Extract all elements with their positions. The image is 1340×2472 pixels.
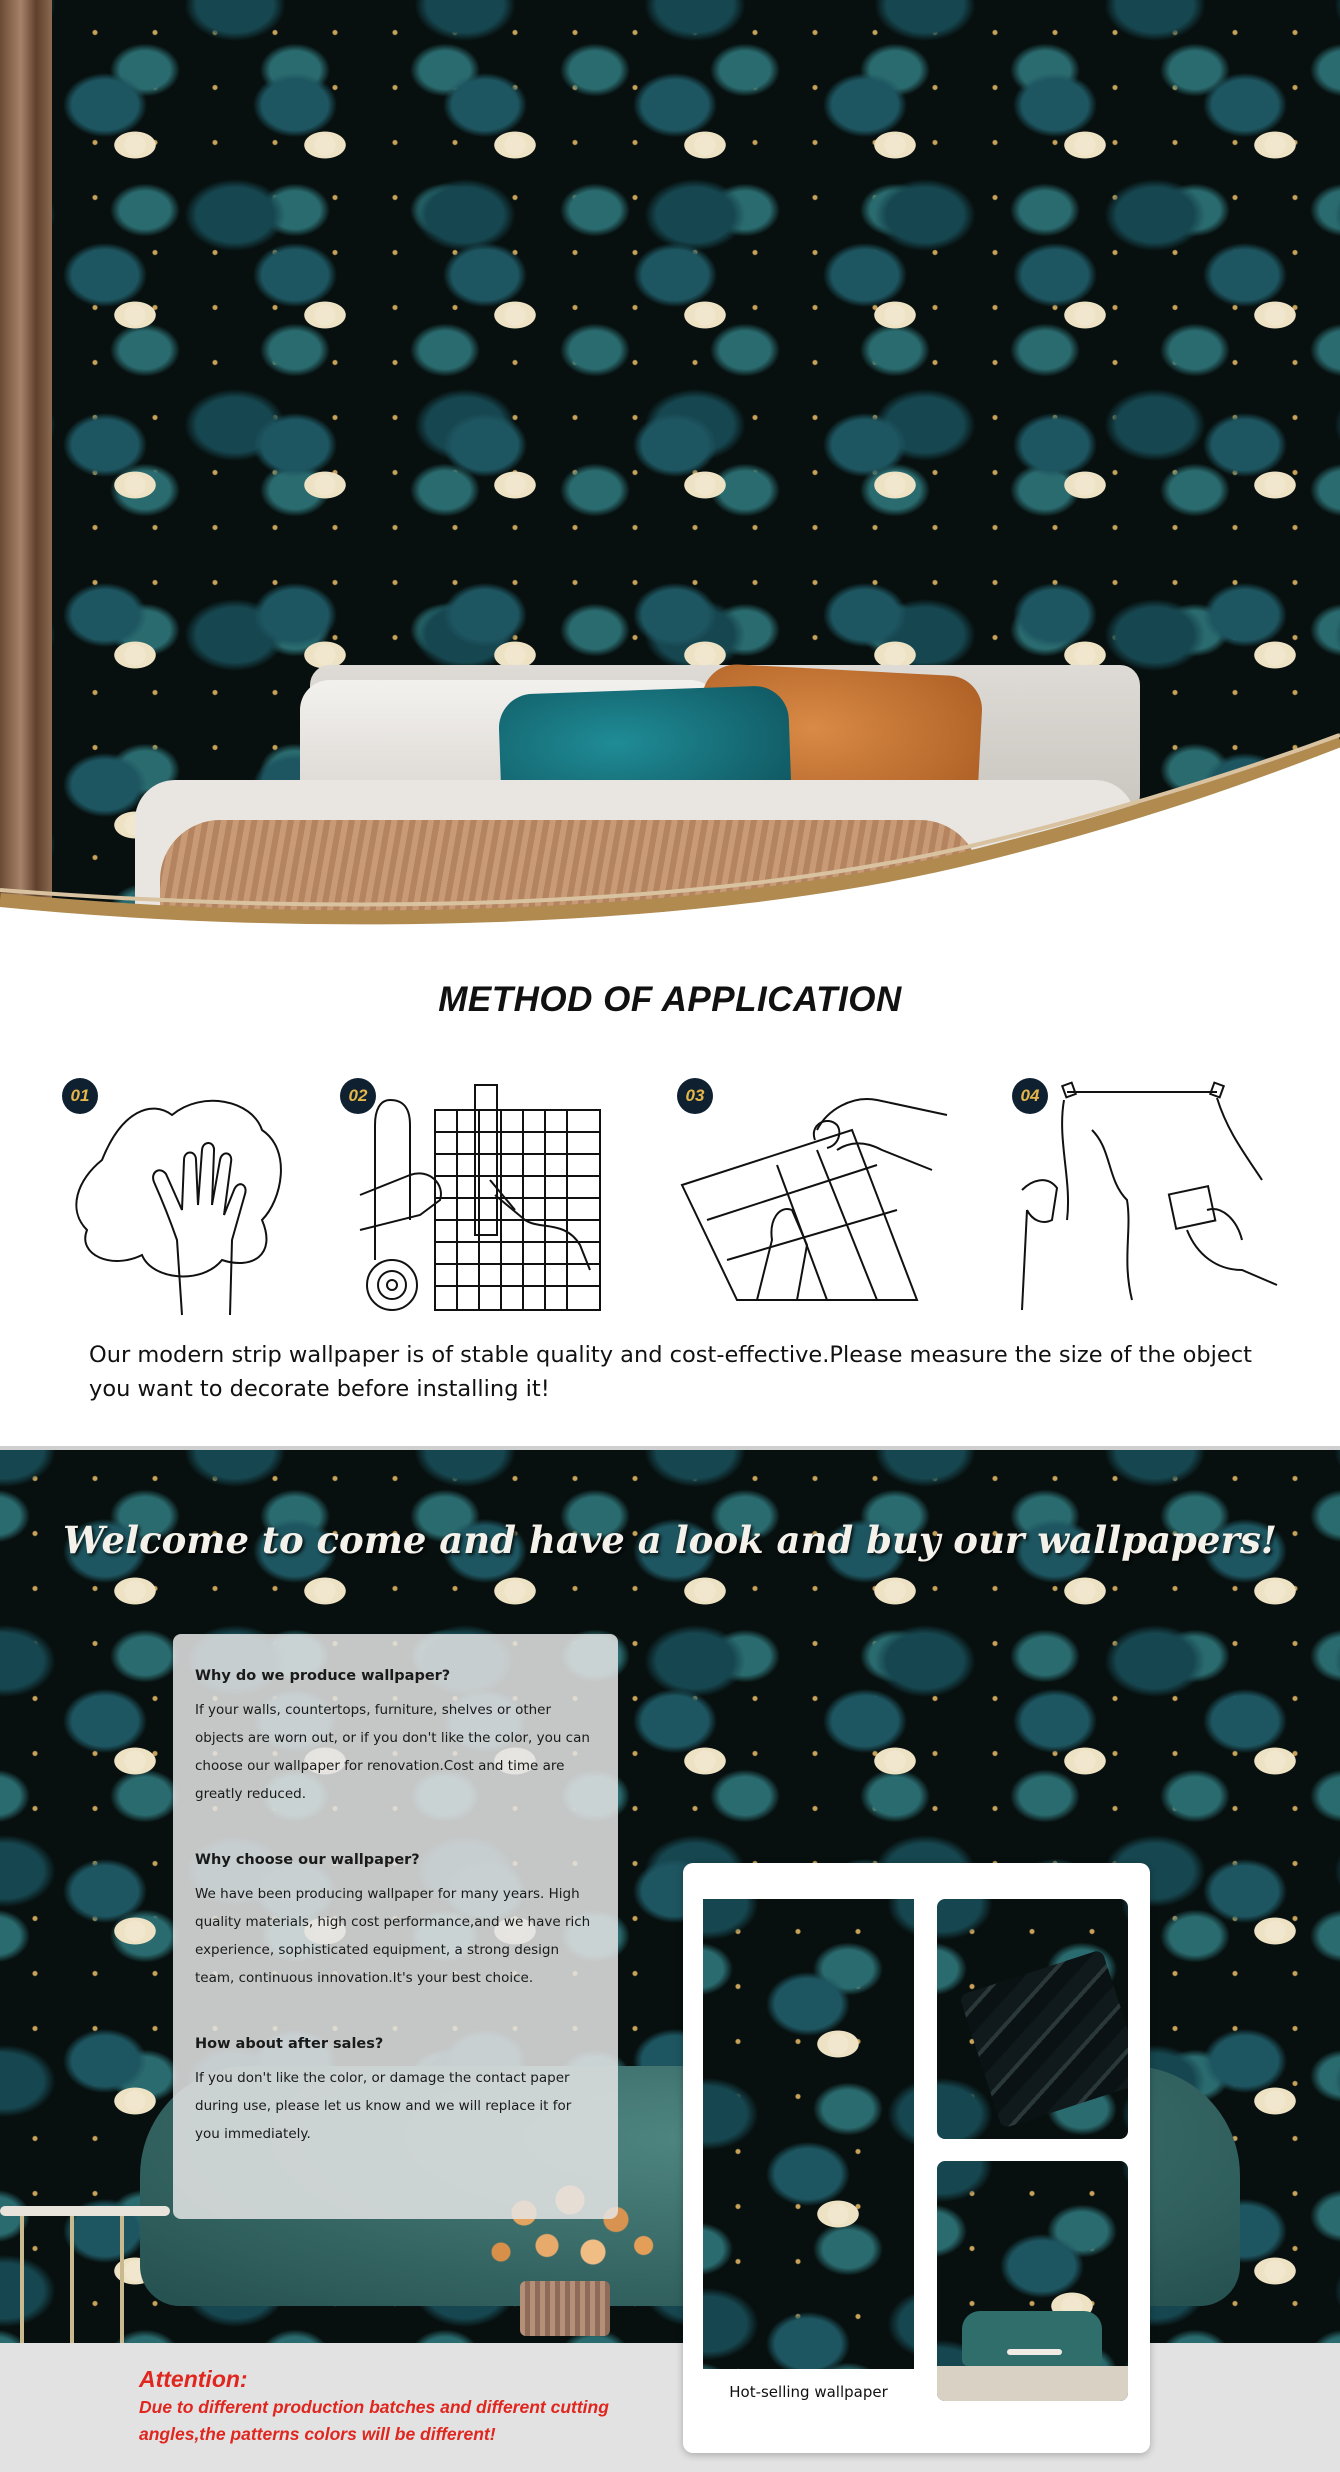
product-room-image[interactable] [937, 2161, 1128, 2401]
step-number: 02 [340, 1078, 376, 1114]
product-main-image[interactable] [703, 1899, 914, 2369]
step-number: 01 [62, 1078, 98, 1114]
step-02 [340, 1070, 620, 1320]
mini-table [1007, 2349, 1062, 2355]
method-title: METHOD OF APPLICATION [438, 980, 902, 1019]
mini-floor [937, 2366, 1128, 2401]
faq-item [195, 2036, 600, 2148]
faq-question: How about after sales? [195, 2036, 384, 2052]
attention-title: Attention: [139, 2366, 248, 2392]
faq-question: Why do we produce wallpaper? [195, 1668, 451, 1684]
product-card[interactable] [683, 1863, 1150, 2453]
peel-backing-icon [677, 1070, 957, 1320]
faq-item [195, 1852, 600, 1992]
step-number: 04 [1012, 1078, 1048, 1114]
attention-text: Due to different production batches and different cutting angles,the patterns colors will be different! [139, 2397, 609, 2444]
section-divider [0, 1446, 1340, 1450]
measure-cut-icon [340, 1070, 620, 1320]
wipe-wall-icon [62, 1070, 342, 1320]
wallpaper-living-room-section [0, 1446, 1340, 2472]
method-description: Our modern strip wallpaper is of stable quality and cost-effective.Please measure the size of the object you want to decorate before installing it! [89, 1342, 1252, 1402]
faq-answer: If your walls, countertops, furniture, shelves or other objects are worn out, or if you don't like the color, you can choose our wallpaper for renovation.Cost and time are greatly reduced. [195, 1702, 590, 1802]
hero-wallpaper-bedroom-image [0, 0, 1340, 930]
step-04 [1012, 1070, 1292, 1320]
smooth-apply-icon [1012, 1070, 1292, 1320]
gold-wave-divider [0, 0, 1340, 930]
product-roll-image[interactable] [937, 1899, 1128, 2139]
faq-answer: We have been producing wallpaper for many years. High quality materials, high cost performance,and we have rich experience, sophisticated equipment, a strong design team, continuous innovation.It's your best choice. [195, 1886, 591, 1986]
product-caption[interactable]: Hot-selling wallpaper [729, 2383, 888, 2401]
faq-question: Why choose our wallpaper? [195, 1852, 420, 1868]
faq-answer: If you don't like the color, or damage the contact paper during use, please let us know and we will replace it for you immediately. [195, 2070, 572, 2142]
mini-sofa [962, 2311, 1102, 2366]
vase [520, 2281, 610, 2336]
step-number: 03 [677, 1078, 713, 1114]
wallpaper-roll [959, 1949, 1128, 2129]
faq-item [195, 1668, 600, 1808]
welcome-heading: Welcome to come and have a look and buy our wallpapers! [62, 1518, 1278, 1562]
step-01 [62, 1070, 342, 1320]
faq-panel [173, 1634, 618, 2219]
step-03 [677, 1070, 957, 1320]
